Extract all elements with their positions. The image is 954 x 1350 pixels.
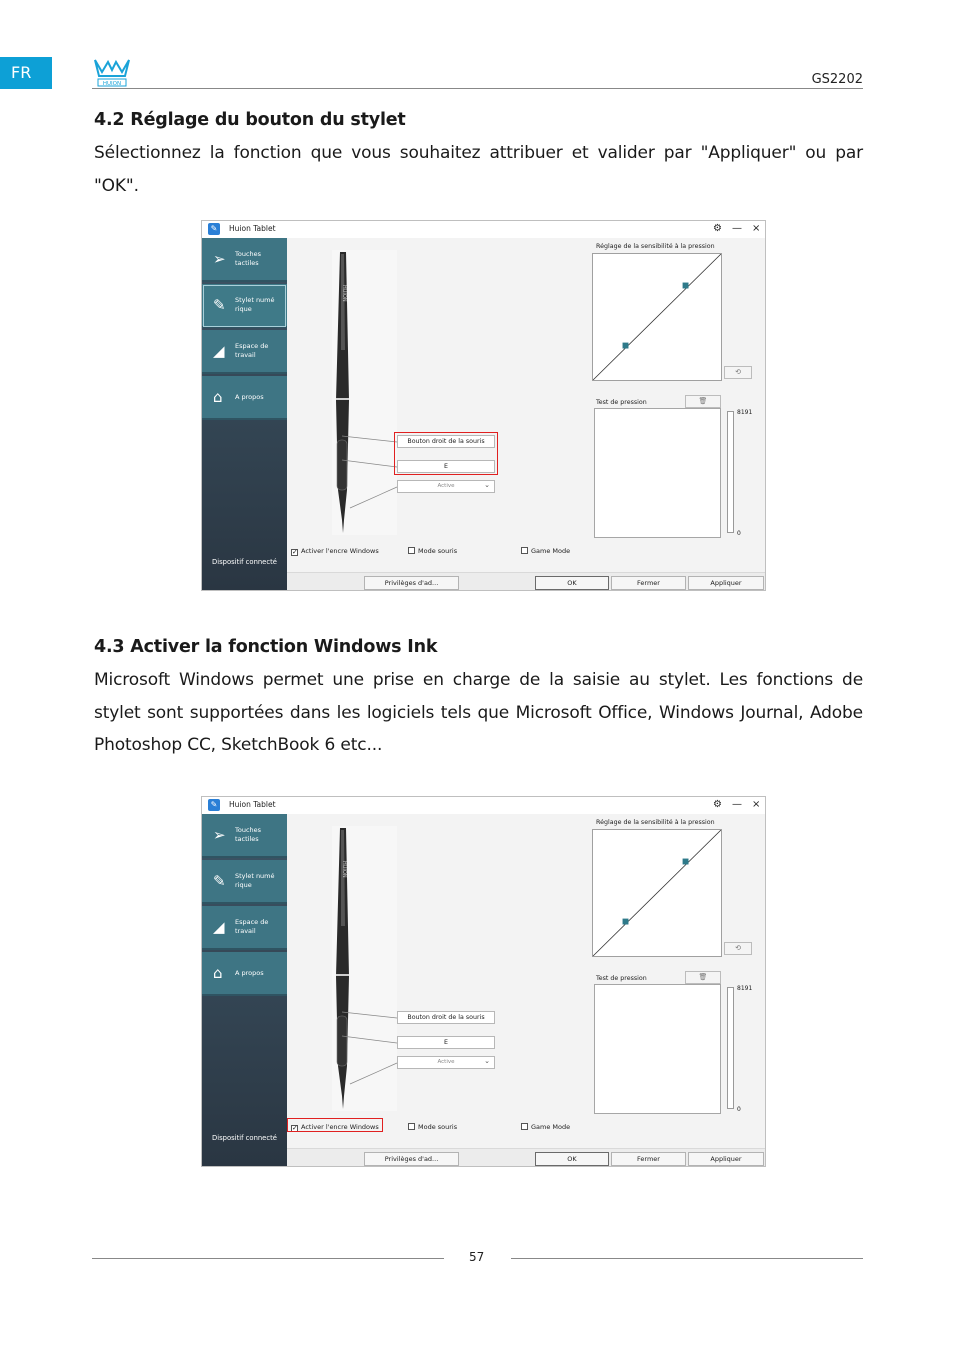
- huion-window-2: [201, 796, 766, 1167]
- checkbox-empty-icon: [521, 1123, 528, 1130]
- highlight-frame-pen-buttons: [394, 432, 498, 475]
- touch-arrow-icon: ➢: [213, 826, 226, 844]
- ok-button[interactable]: OK: [535, 1152, 609, 1166]
- privileges-button[interactable]: Privilèges d'ad...: [364, 1152, 459, 1166]
- model-name: GS2202: [811, 72, 863, 87]
- main-panel: [287, 814, 766, 1167]
- pressure-level-bar: [727, 987, 734, 1109]
- settings-icon[interactable]: ⚙: [713, 799, 722, 810]
- sidebar-item-about[interactable]: [202, 376, 287, 420]
- dropdown-value: Active: [437, 483, 455, 489]
- reset-curve-button[interactable]: ⟲: [724, 366, 752, 379]
- privileges-button[interactable]: Privilèges d'ad...: [364, 576, 459, 590]
- home-icon: ⌂: [213, 964, 223, 982]
- header-divider: [92, 88, 863, 89]
- huion-window-1: [201, 220, 766, 591]
- curve-handle-high[interactable]: [683, 283, 689, 289]
- sidebar-item-label: Stylet numé rique: [235, 296, 275, 313]
- app-icon: ✎: [208, 223, 220, 235]
- titlebar: [202, 797, 765, 814]
- pen-icon: ✎: [213, 296, 226, 314]
- chevron-down-icon: ⌄: [484, 1057, 490, 1065]
- sidebar-item-label: A propos: [235, 969, 264, 977]
- checkbox-label: Game Mode: [531, 1123, 571, 1131]
- footer-divider-right: [511, 1258, 863, 1259]
- minimize-icon[interactable]: —: [732, 799, 742, 810]
- pressure-level-bar: [727, 411, 734, 533]
- sidebar-item-label: Espace de travail: [235, 342, 269, 359]
- close-button[interactable]: Fermer: [611, 576, 686, 590]
- sidebar-item-touch-keys[interactable]: [202, 814, 287, 858]
- minimize-icon[interactable]: —: [732, 223, 742, 234]
- pressure-max-label: 8191: [737, 409, 753, 416]
- sidebar-item-about[interactable]: [202, 952, 287, 996]
- reset-curve-button[interactable]: ⟲: [724, 942, 752, 955]
- pen-lower-button-assignment[interactable]: E: [397, 1036, 495, 1049]
- language-tab: FR: [0, 57, 52, 89]
- pressure-max-label: 8191: [737, 985, 753, 992]
- pen-mode-dropdown[interactable]: [397, 1056, 495, 1069]
- home-icon: ⌂: [213, 388, 223, 406]
- sidebar-item-digital-pen[interactable]: [202, 284, 287, 328]
- settings-icon[interactable]: ⚙: [713, 223, 722, 234]
- device-connected-label: Dispositif connecté: [212, 558, 277, 566]
- checkbox-label: Activer l'encre Windows: [301, 547, 379, 555]
- highlight-frame-windows-ink: [287, 1118, 383, 1132]
- chevron-down-icon: ⌄: [484, 481, 490, 489]
- section-body-4-3: Microsoft Windows permet une prise en charge de la saisie au stylet. Les fonctions de stylet sont supportées dans les logiciels tels que Microsoft Office, Windows Journal, Adobe Photoshop CC, SketchBook 6 etc...: [94, 670, 863, 755]
- section-title-4-2: 4.2 Réglage du bouton du stylet: [94, 110, 406, 130]
- sidebar-item-touch-keys[interactable]: [202, 238, 287, 282]
- checkbox-empty-icon: [408, 1123, 415, 1130]
- footer-divider-left: [92, 1258, 444, 1259]
- game-mode-checkbox[interactable]: [521, 1123, 570, 1131]
- pressure-test-label: Test de pression: [596, 975, 647, 982]
- pressure-min-label: 0: [737, 1106, 741, 1113]
- main-panel: [287, 238, 766, 591]
- checkbox-checked-icon: ✓: [292, 1124, 298, 1132]
- touch-arrow-icon: ➢: [213, 250, 226, 268]
- pen-upper-button-assignment[interactable]: Bouton droit de la souris: [397, 1011, 495, 1024]
- pen-icon: ✎: [213, 872, 226, 890]
- checkbox-checked-icon: ✓: [292, 548, 298, 556]
- mouse-mode-checkbox[interactable]: [408, 1123, 457, 1131]
- dropdown-value: Active: [437, 1059, 455, 1065]
- checkbox-label: Mode souris: [418, 1123, 458, 1131]
- workspace-icon: ◢: [213, 918, 225, 936]
- checkbox-label: Game Mode: [531, 547, 571, 555]
- sidebar-item-digital-pen[interactable]: [202, 860, 287, 904]
- svg-text:HUION: HUION: [341, 285, 347, 302]
- close-icon[interactable]: ×: [752, 223, 761, 234]
- pressure-test-area[interactable]: [594, 408, 721, 538]
- pressure-curve-graph[interactable]: [592, 829, 722, 957]
- checkbox-empty-icon: [521, 547, 528, 554]
- device-connected-label: Dispositif connecté: [212, 1134, 277, 1142]
- sidebar: [202, 814, 287, 1167]
- pen-lower-button-assignment[interactable]: E: [397, 460, 495, 473]
- windows-ink-checkbox[interactable]: [291, 547, 379, 556]
- clear-pressure-button[interactable]: 🗑: [685, 971, 721, 984]
- sidebar-item-label: Touches tactiles: [235, 826, 262, 843]
- curve-handle-low[interactable]: [623, 919, 629, 925]
- bottom-action-bar: [287, 572, 766, 591]
- section-body-4-2: Sélectionnez la fonction que vous souhaitez attribuer et valider par "Appliquer" ou par "OK".: [94, 143, 863, 196]
- apply-button[interactable]: Appliquer: [688, 576, 764, 590]
- bottom-action-bar: [287, 1148, 766, 1167]
- pressure-curve-graph[interactable]: [592, 253, 722, 381]
- checkbox-empty-icon: [408, 547, 415, 554]
- mouse-mode-checkbox[interactable]: [408, 547, 457, 555]
- sidebar-item-label: Espace de travail: [235, 918, 269, 935]
- section-title-4-3: 4.3 Activer la fonction Windows Ink: [94, 637, 438, 657]
- pressure-test-area[interactable]: [594, 984, 721, 1114]
- sidebar-item-workspace[interactable]: [202, 330, 287, 374]
- app-title: Huion Tablet: [229, 800, 276, 809]
- app-title: Huion Tablet: [229, 224, 276, 233]
- app-icon: ✎: [208, 799, 220, 811]
- sensitivity-label: Réglage de la sensibilité à la pression: [596, 243, 715, 250]
- checkbox-label: Activer l'encre Windows: [301, 1123, 379, 1131]
- game-mode-checkbox[interactable]: [521, 547, 570, 555]
- pressure-min-label: 0: [737, 530, 741, 537]
- page-number: 57: [469, 1250, 485, 1264]
- titlebar: [202, 221, 765, 238]
- svg-text:HUION: HUION: [341, 861, 347, 878]
- sidebar: [202, 238, 287, 591]
- close-icon[interactable]: ×: [752, 799, 761, 810]
- workspace-icon: ◢: [213, 342, 225, 360]
- svg-text:HUION: HUION: [102, 81, 122, 87]
- sidebar-item-label: Touches tactiles: [235, 250, 262, 267]
- curve-handle-high[interactable]: [683, 859, 689, 865]
- checkbox-label: Mode souris: [418, 547, 458, 555]
- curve-handle-low[interactable]: [623, 343, 629, 349]
- sidebar-item-label: A propos: [235, 393, 264, 401]
- huion-logo: [92, 56, 132, 88]
- sidebar-item-workspace[interactable]: [202, 906, 287, 950]
- sidebar-item-label: Stylet numé rique: [235, 872, 275, 889]
- pen-upper-button-assignment[interactable]: Bouton droit de la souris: [397, 435, 495, 448]
- apply-button[interactable]: Appliquer: [688, 1152, 764, 1166]
- ok-button[interactable]: OK: [535, 576, 609, 590]
- pen-mode-dropdown[interactable]: [397, 480, 495, 493]
- pressure-test-label: Test de pression: [596, 399, 647, 406]
- close-button[interactable]: Fermer: [611, 1152, 686, 1166]
- sensitivity-label: Réglage de la sensibilité à la pression: [596, 819, 715, 826]
- clear-pressure-button[interactable]: 🗑: [685, 395, 721, 408]
